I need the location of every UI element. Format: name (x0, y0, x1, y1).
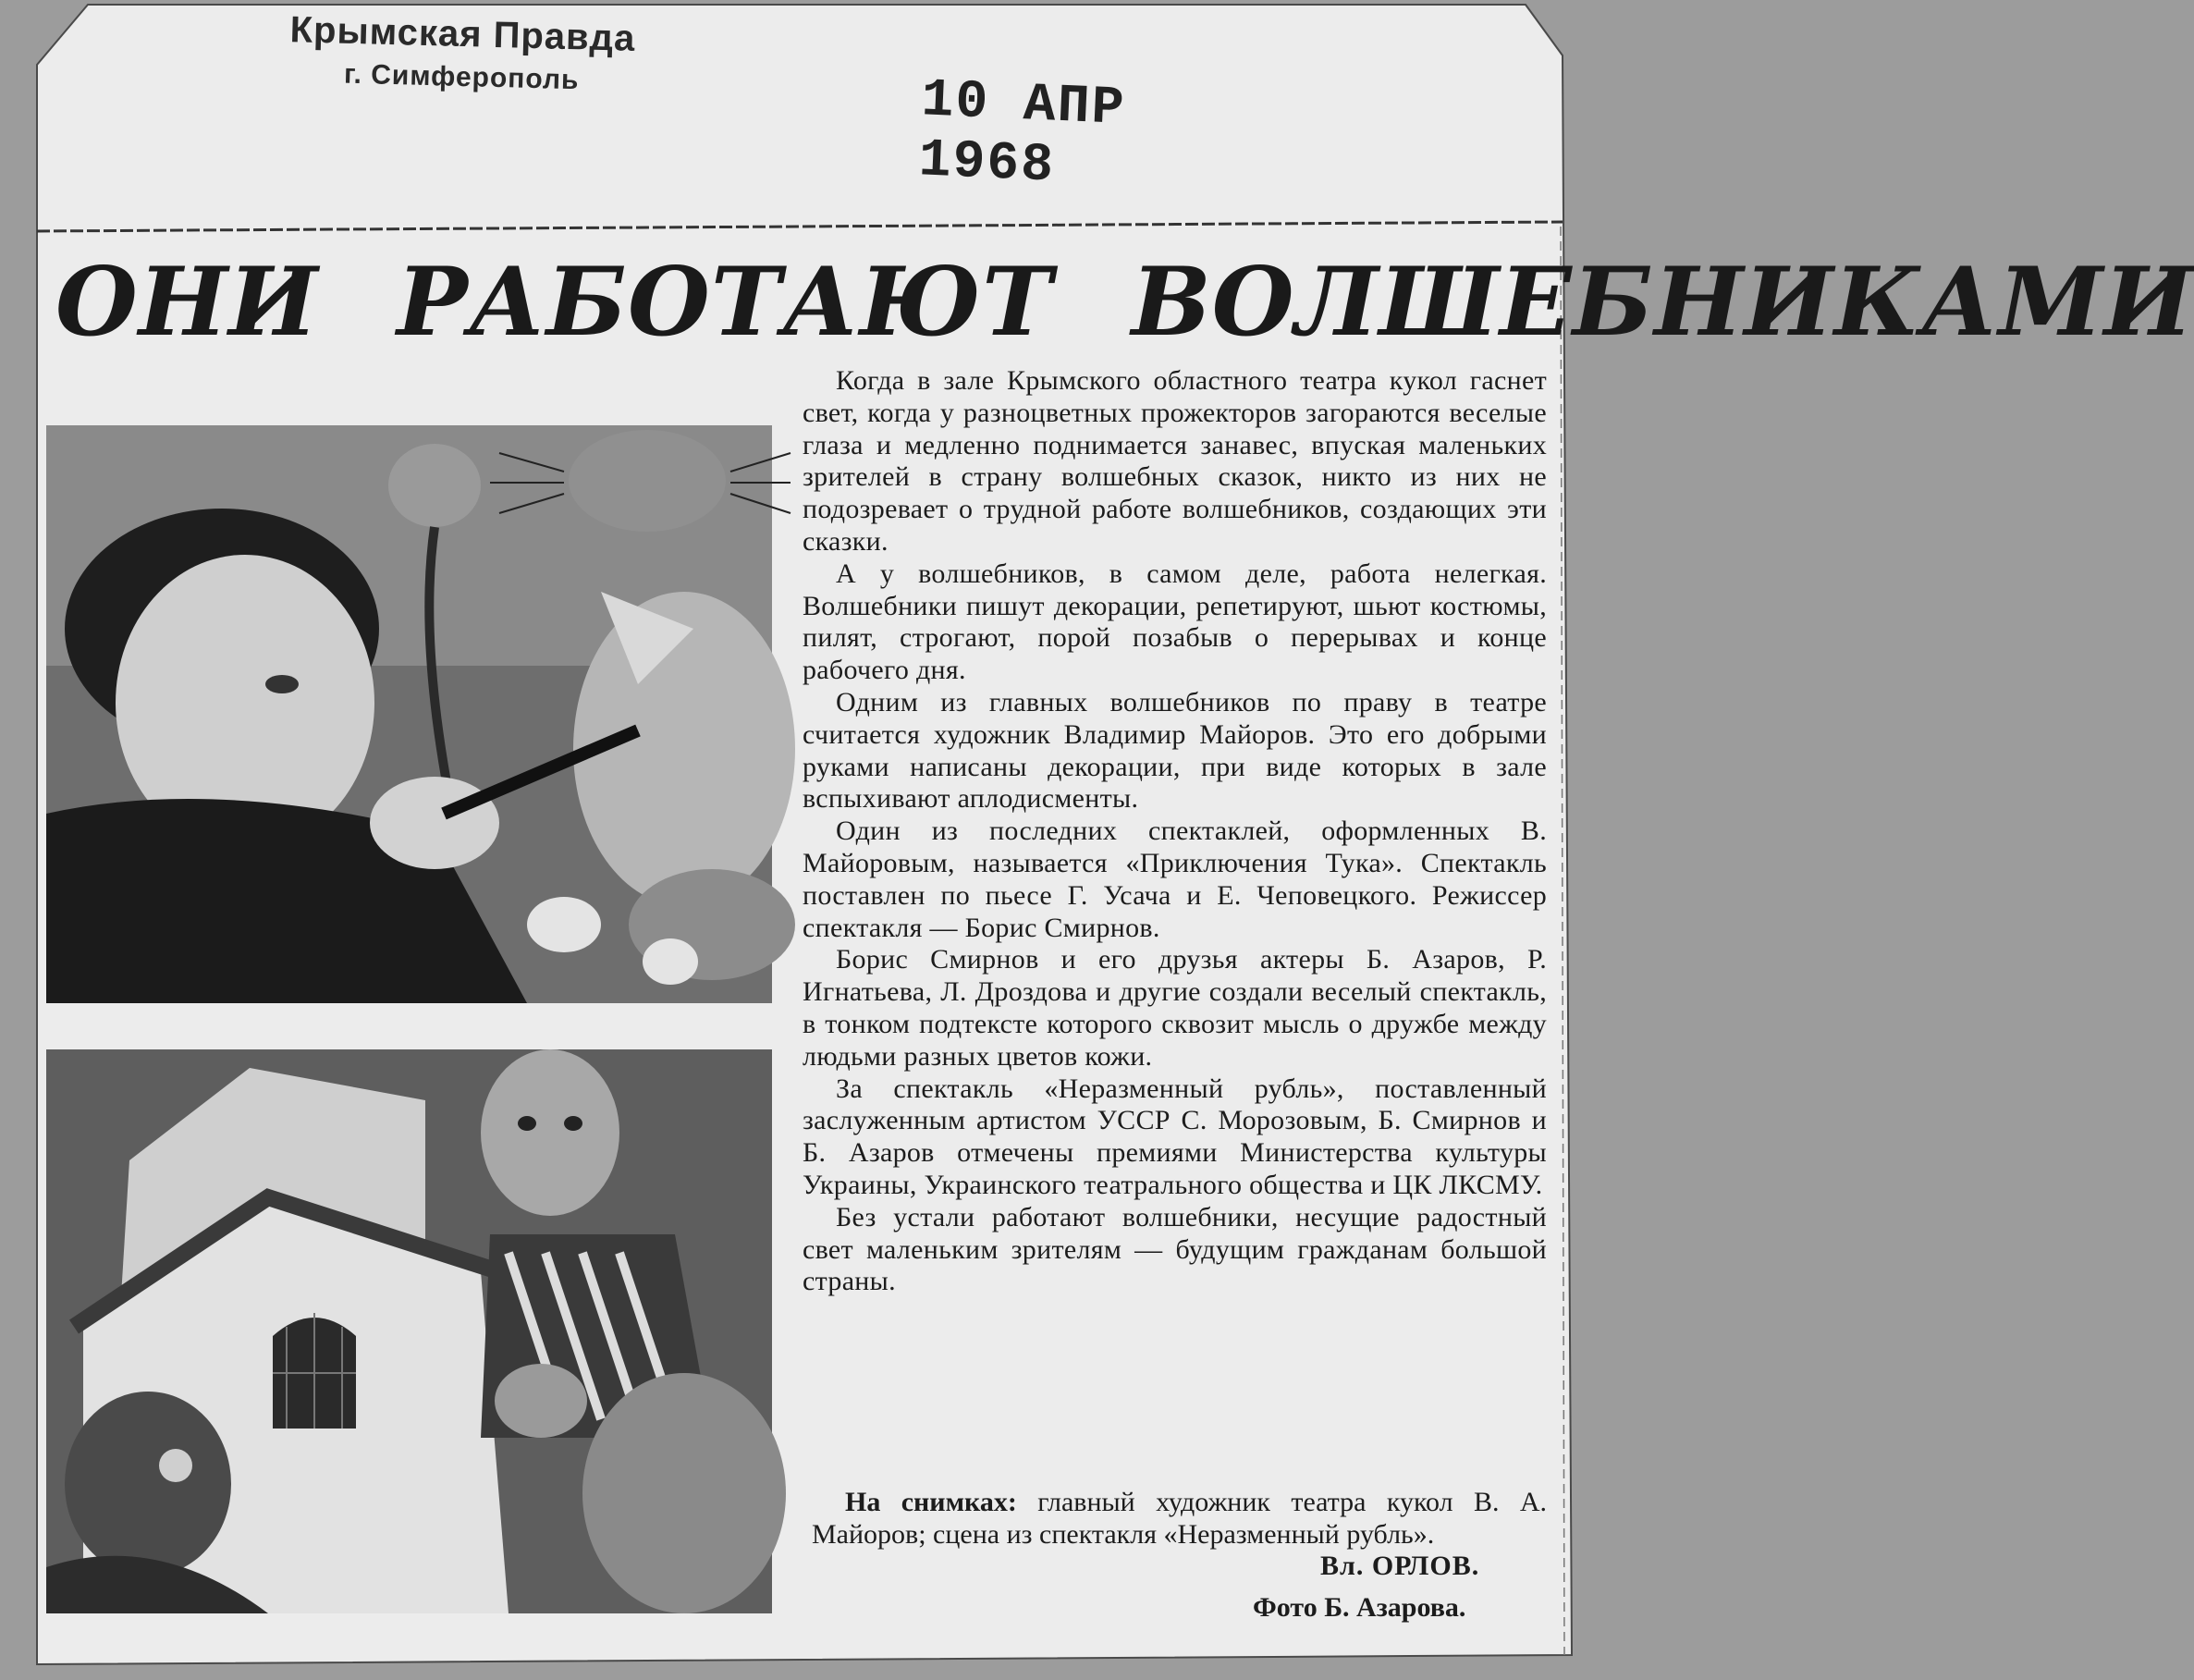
caption-text: главный художник театра кукол В. А. Майоров; сцена из спектакля «Неразменный рубль». (812, 1487, 1547, 1550)
article-paragraph: Одним из главных волшебников по праву в театре считается художник Владимир Майоров. Это его добрыми руками написаны декорации, при виде которых в зале вспыхивают аплодисменты. (803, 686, 1547, 815)
photo-credit: Фото Б. Азарова. (1253, 1592, 1466, 1623)
newspaper-stamp (221, 3, 704, 103)
stamp-city: г. Симферополь (343, 58, 580, 96)
photo-artist-with-puppets (46, 425, 772, 1003)
caption-lead: На снимках: (845, 1487, 1017, 1517)
photo-caption (812, 1487, 1547, 1551)
article-headline: ОНИ РАБОТАЮТ ВОЛШЕБНИКАМИ (55, 247, 2194, 358)
article-paragraph: Борис Смирнов и его друзья актеры Б. Азаров, Р. Игнатьева, Л. Дроздова и другие создали веселый спектакль, в тонком подтексте которого сквозит мысль о дружбе между людьми разных цветов кожи. (803, 944, 1547, 1072)
article-body (803, 365, 1547, 1298)
article-paragraph: Один из последних спектаклей, оформленных В. Майоровым, называется «Приключения Тука». Спектакль поставлен по пьесе Г. Усача и Е. Чеповецкого. Режиссер спектакля — Борис Смирнов. (803, 815, 1547, 943)
article-paragraph: За спектакль «Неразменный рубль», поставленный заслуженным артистом УССР С. Морозовым, Б. Смирнов и Б. Азаров отмечены премиями Министерства культуры Украины, Украинского театрального общества и ЦК ЛКСМУ. (803, 1073, 1547, 1200)
article-paragraph: А у волшебников, в самом деле, работа нелегкая. Волшебники пишут декорации, репетируют, шьют костюмы, пилят, строгают, порой позабыв о перерывах и конце рабочего дня. (803, 558, 1547, 686)
article-paragraph: Когда в зале Крымского областного театра кукол гаснет свет, когда у разноцветных прожекторов загораются веселые глаза и медленно поднимается занавес, впуская маленьких зрителей в страну волшебных сказок, никто из них не подозревает о трудной работе волшебников, создающих эти сказки. (803, 365, 1547, 557)
date-stamp: 10 АПР 1968 (917, 70, 1127, 197)
author-signature: Вл. ОРЛОВ. (1320, 1551, 1480, 1581)
photo-play-scene (46, 1049, 772, 1613)
stamp-newspaper-name: Крымская Правда (289, 9, 636, 59)
article-paragraph: Без устали работают волшебники, несущие радостный свет маленьким зрителям — будущим гражданам большой страны. (803, 1201, 1547, 1297)
